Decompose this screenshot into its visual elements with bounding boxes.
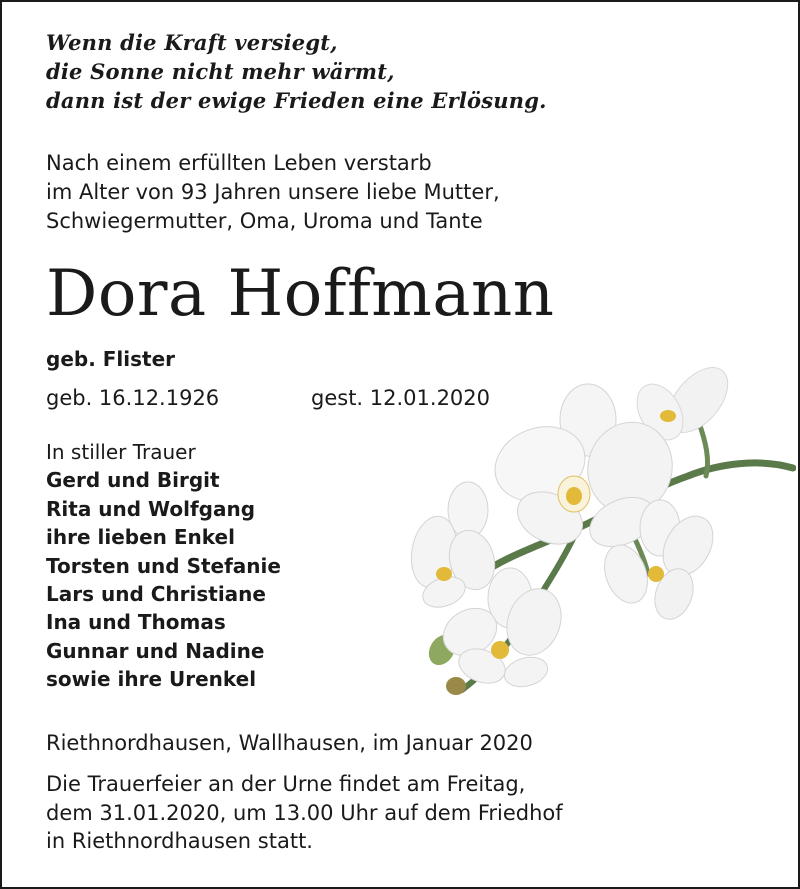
orchid-flower-left [406,482,501,613]
intro-line: im Alter von 93 Jahren unsere liebe Mutter, [46,180,500,204]
intro-line: Nach einem erfüllten Leben verstarb [46,151,432,175]
intro-line: Schwiegermutter, Oma, Uroma und Tante [46,209,483,233]
birth-name: geb. Flister [46,347,176,371]
mourner-entry: Rita und Wolfgang [46,496,256,521]
funeral-line: Die Trauerfeier an der Urne findet am Freitag, [46,772,526,796]
mourner-entry: ihre lieben Enkel [46,525,235,550]
funeral-line: in Riethnordhausen statt. [46,829,313,853]
poem-line: Wenn die Kraft versiegt, [46,30,338,55]
mourner-entry: Ina und Thomas [46,610,226,635]
place-and-date: Riethnordhausen, Wallhausen, im Januar 2020 [46,731,533,755]
mourner-entry: sowie ihre Urenkel [46,667,257,692]
poem-line: die Sonne nicht mehr wärmt, [46,59,395,84]
mourner-entry: Lars und Christiane [46,582,266,607]
poem [46,28,547,115]
intro-text [46,149,500,236]
deceased-name: Dora Hoffmann [46,257,555,331]
mourner-entry: Torsten und Stefanie [46,553,281,578]
funeral-notice [46,770,563,856]
mourner-entry: Gunnar und Nadine [46,638,265,663]
poem-line: dann ist der ewige Frieden eine Erlösung. [46,88,547,113]
mourner-entry: Gerd und Birgit [46,468,220,493]
orchid-illustration [398,360,796,700]
mourners-intro: In stiller Trauer [46,440,196,464]
death-date: gest. 12.01.2020 [311,386,491,410]
birth-date: geb. 16.12.1926 [46,386,220,410]
mourners-list [46,438,281,694]
funeral-line: dem 31.01.2020, um 13.00 Uhr auf dem Friedhof [46,800,563,825]
